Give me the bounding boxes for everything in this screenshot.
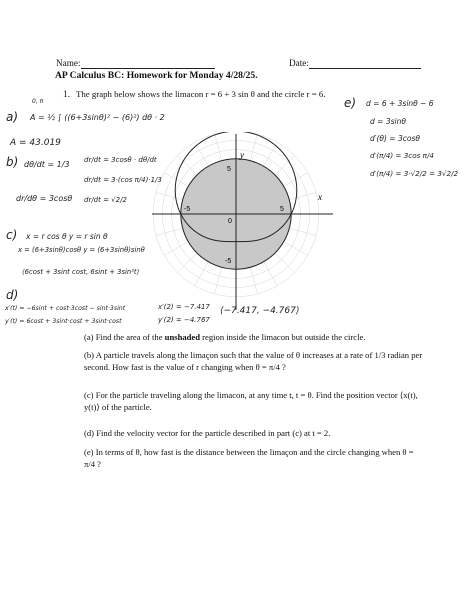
hand-b-line1: dθ/dt = 1/3 <box>24 160 70 169</box>
tick-label-x-pos: 5 <box>280 206 284 213</box>
polar-graph <box>150 132 335 312</box>
hand-a-label: a) <box>6 110 19 124</box>
name-label: Name: <box>56 58 215 69</box>
question-d: (d) Find the velocity vector for the particle described in part (c) at t = 2. <box>84 428 331 438</box>
hand-d-vals2: y′(2) = −4.767 <box>158 316 210 324</box>
hand-b-line3: dr/dt = 3·(cos π/4)·1/3 <box>84 176 162 184</box>
hand-b-line2: dr/dt = 3cosθ · dθ/dt <box>84 156 157 164</box>
question-a: (a) Find the area of the unshaded region inside the limacon but outside the circle. <box>84 332 366 342</box>
hand-b-label: b) <box>6 155 19 169</box>
hand-b-line4: dr/dθ = 3cosθ <box>16 194 73 203</box>
tick-label-y-neg: -5 <box>225 258 232 265</box>
hand-c-label: c) <box>6 228 18 242</box>
hand-c-line2: x = (6+3sinθ)cosθ y = (6+3sinθ)sinθ <box>18 246 145 254</box>
hand-e-line4: d′(π/4) = 3cos π/4 <box>370 151 434 160</box>
hand-a-work: A = ½ ∫ ((6+3sinθ)² − (6)²) dθ · 2 <box>30 113 165 122</box>
hand-c-vector: ⟨6cost + 3sint cost, 6sint + 3sin²t⟩ <box>22 268 140 276</box>
hand-d-answer: ⟨−7.417, −4.767⟩ <box>220 306 300 316</box>
hand-d-line1: x′(t) = −6sint + cost·3cost − sint·3sint <box>5 305 126 312</box>
problem-intro: The graph below shows the limacon r = 6 + 3 sin θ and the circle r = 6. <box>76 89 326 99</box>
homework-title: AP Calculus BC: Homework for Monday 4/28/25. <box>55 70 258 81</box>
hand-c-line1: x = r cos θ y = r sin θ <box>26 232 108 241</box>
hand-b-line5: dr/dt = √2/2 <box>84 196 127 204</box>
hand-a-answer: A = 43.019 <box>10 138 61 148</box>
hand-e-line2: d = 3sinθ <box>370 117 406 126</box>
tick-label-x-neg: -5 <box>184 206 191 213</box>
hand-d-label: d) <box>6 288 19 302</box>
hand-d-vals1: x′(2) = −7.417 <box>158 303 210 311</box>
problem-number: 1. <box>63 89 70 99</box>
question-c: (c) For the particle traveling along the limacon, at any time t, t = θ. Find the position vector ⟨x(t), y(t)⟩ of the particle. <box>84 390 418 412</box>
hand-d-line2: y′(t) = 6cost + 3sint·cost + 3sint·cost <box>5 318 122 325</box>
y-axis-label: y <box>240 150 244 160</box>
hand-a-limits: 0, π <box>32 98 44 105</box>
hand-e-line1: d = 6 + 3sinθ − 6 <box>366 99 434 108</box>
question-e: (e) In terms of θ, how fast is the distance between the limaçon and the circle changing when θ = π/4 ? <box>84 447 414 469</box>
hand-e-line5: d′(π/4) = 3·√2/2 = 3√2/2 <box>370 169 459 178</box>
x-axis-label: x <box>318 192 322 202</box>
origin-label: 0 <box>228 218 232 225</box>
hand-e-line3: d′(θ) = 3cosθ <box>370 134 420 143</box>
question-b: (b) A particle travels along the limaçon such that the value of θ increases at a rate of 1/3 radian per second. How fast is the value of r changing when θ = π/4 ? <box>84 350 423 372</box>
tick-label-y-pos: 5 <box>227 166 231 173</box>
date-label: Date: <box>289 58 421 69</box>
hand-e-label: e) <box>344 96 357 110</box>
